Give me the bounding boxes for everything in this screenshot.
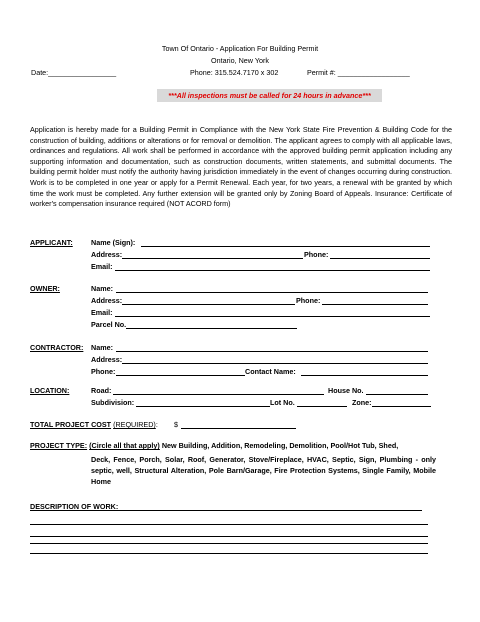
- inspection-banner: ***All inspections must be called for 24 hours in advance***: [157, 89, 382, 102]
- applicant-phone-label: Phone:: [304, 250, 329, 259]
- description-line-2[interactable]: [30, 524, 428, 525]
- owner-parcel-label: Parcel No.: [91, 320, 127, 329]
- description-line-3[interactable]: [30, 536, 428, 537]
- office-phone: Phone: 315.524.7170 x 302: [190, 68, 279, 77]
- applicant-name-label: Name (Sign):: [91, 238, 136, 247]
- applicant-name-line[interactable]: [141, 246, 430, 247]
- owner-address-line[interactable]: [122, 304, 295, 305]
- contractor-address-line[interactable]: [122, 363, 428, 364]
- contractor-name-line[interactable]: [116, 351, 428, 352]
- document-title: Town Of Ontario - Application For Building Permit: [161, 44, 319, 53]
- location-house-line[interactable]: [366, 394, 428, 395]
- owner-email-line[interactable]: [115, 316, 430, 317]
- location-section-label: LOCATION:: [30, 386, 70, 395]
- document-location: Ontario, New York: [211, 56, 269, 65]
- project-type-options[interactable]: Deck, Fence, Porch, Solar, Roof, Generator, Stove/Fireplace, HVAC, Septic, Sign, Plumbing - only septic, well, Structural Alteration, Pole Barn/Garage, Fire Protection Systems, Single Family, Mobile Home: [91, 455, 436, 486]
- contractor-section-label: CONTRACTOR:: [30, 343, 84, 352]
- applicant-email-label: Email:: [91, 262, 113, 271]
- owner-phone-line[interactable]: [322, 304, 428, 305]
- location-road-line[interactable]: [113, 394, 324, 395]
- location-subdivision-line[interactable]: [136, 406, 270, 407]
- project-type-options-first[interactable]: New Building, Addition, Remodeling, Demolition, Pool/Hot Tub, Shed,: [161, 441, 399, 450]
- location-lot-label: Lot No.: [270, 398, 295, 407]
- owner-name-line[interactable]: [116, 292, 428, 293]
- description-line-4[interactable]: [30, 543, 428, 544]
- applicant-phone-line[interactable]: [330, 258, 430, 259]
- description-line-1[interactable]: [118, 510, 422, 511]
- permit-number-field[interactable]: Permit #: __________________: [307, 68, 410, 77]
- total-cost-required: (REQUIRED): [113, 420, 156, 429]
- location-zone-label: Zone:: [352, 398, 372, 407]
- intro-paragraph: Application is hereby made for a Building Permit in Compliance with the New York State Fire Prevention & Building Code for the construction of building, additions or alterations or for removal or demolition. The applicant agrees to comply with all applicable laws, ordinances and regulations. All work shall be performed in accordance with the approved building permit application including any supporting information and documentation, such as construction documents, written statements, and submittal documents. The building permit holder must notify the authority having jurisdiction immediately in the event of changes occurring during construction. Work is to be completed in one year or apply for a Permit Renewal. Each year, for two years, a renewal with be granted by which time the work must be completed. Any further extension will be granted only by Zoning Board of Appeals. Insurance: Certificate of worker's compensation insurance required (NOT ACORD form): [30, 125, 452, 209]
- location-zone-line[interactable]: [372, 406, 431, 407]
- applicant-section-label: APPLICANT:: [30, 238, 73, 247]
- owner-phone-label: Phone:: [296, 296, 321, 305]
- location-lot-line[interactable]: [297, 406, 347, 407]
- contractor-contact-label: Contact Name:: [245, 367, 296, 376]
- project-type-instruction: (Circle all that apply): [89, 441, 160, 450]
- applicant-address-label: Address:: [91, 250, 123, 259]
- total-cost-colon: :: [155, 420, 158, 429]
- contractor-contact-line[interactable]: [301, 375, 428, 376]
- location-house-label: House No.: [328, 386, 364, 395]
- contractor-name-label: Name:: [91, 343, 113, 352]
- contractor-phone-line[interactable]: [116, 375, 245, 376]
- description-label: DESCRIPTION OF WORK:: [30, 502, 119, 511]
- owner-email-label: Email:: [91, 308, 113, 317]
- contractor-address-label: Address:: [91, 355, 123, 364]
- owner-parcel-line[interactable]: [126, 328, 297, 329]
- total-cost-text: TOTAL PROJECT COST: [30, 420, 112, 429]
- date-field[interactable]: Date:_________________: [31, 68, 117, 77]
- description-line-5[interactable]: [30, 553, 428, 554]
- total-cost-dollar: $: [174, 420, 178, 429]
- applicant-address-line[interactable]: [122, 258, 303, 259]
- project-type-heading: [30, 441, 398, 450]
- applicant-email-line[interactable]: [115, 270, 430, 271]
- contractor-phone-label: Phone:: [91, 367, 116, 376]
- owner-name-label: Name:: [91, 284, 113, 293]
- owner-section-label: OWNER:: [30, 284, 60, 293]
- location-road-label: Road:: [91, 386, 112, 395]
- project-type-label: PROJECT TYPE:: [30, 441, 88, 450]
- owner-address-label: Address:: [91, 296, 123, 305]
- location-subdivision-label: Subdivision:: [91, 398, 135, 407]
- total-cost-label: [30, 420, 158, 429]
- total-cost-line[interactable]: [181, 428, 296, 429]
